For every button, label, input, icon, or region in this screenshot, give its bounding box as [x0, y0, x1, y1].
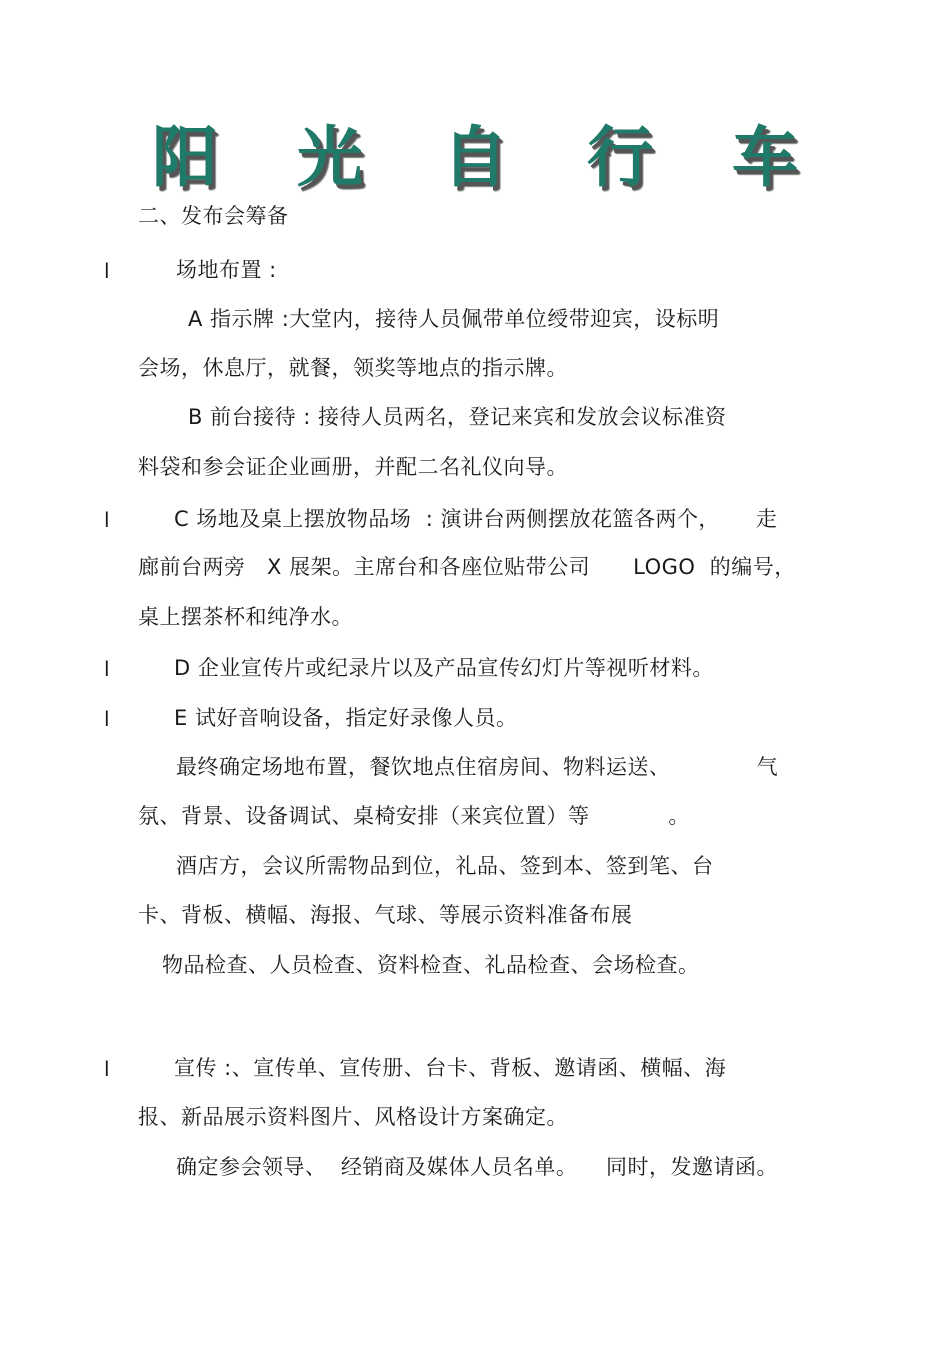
paragraph-line: 桌上摆茶杯和纯净水。 [138, 605, 353, 629]
bullet-marker: l [104, 657, 110, 681]
paragraph-line: 会场，休息厅，就餐，领奖等地点的指示牌。 [138, 356, 568, 380]
paragraph-line: 料袋和参会证企业画册，并配二名礼仪向导。 [138, 455, 568, 479]
paragraph-line: 酒店方，会议所需物品到位，礼品、签到本、签到笔、台 [176, 854, 714, 878]
paragraph-line: 报、新品展示资料图片、风格设计方案确定。 [138, 1105, 568, 1129]
paragraph-line: 廊前台两旁 X 展架。主席台和各座位贴带公司 LOGO 的编号， [138, 555, 796, 579]
venue-heading: 场地布置 : [176, 258, 277, 282]
paragraph-line: 宣传 :、宣传单、宣传册、台卡、背板、邀请函、横幅、海 [174, 1056, 727, 1080]
paragraph-line: 氛、背景、设备调试、桌椅安排（来宾位置）等 。 [138, 804, 690, 828]
paragraph-line: B 前台接待 : 接待人员两名，登记来宾和发放会议标准资 [188, 405, 727, 429]
document-title: 阳 光 自 行 车 [152, 119, 826, 196]
paragraph-line: 最终确定场地布置，餐饮地点住宿房间、物料运送、 气 [176, 755, 779, 779]
section-heading: 二、发布会筹备 [138, 204, 289, 228]
paragraph-line: 物品检查、人员检查、资料检查、礼品检查、会场检查。 [162, 953, 700, 977]
bullet-marker: l [104, 259, 110, 283]
bullet-marker: l [104, 1057, 110, 1081]
paragraph-line: A 指示牌 :大堂内，接待人员佩带单位绶带迎宾，设标明 [188, 307, 720, 331]
bullet-marker: l [104, 508, 110, 532]
paragraph-line: C 场地及桌上摆放物品场 : 演讲台两侧摆放花篮各两个， 走 [174, 507, 778, 531]
paragraph-line: 确定参会领导、 经销商及媒体人员名单。 同时，发邀请函。 [176, 1155, 779, 1179]
paragraph-line: 卡、背板、横幅、海报、气球、等展示资料准备布展 [138, 903, 633, 927]
bullet-marker: l [104, 707, 110, 731]
paragraph-line: D 企业宣传片或纪录片以及产品宣传幻灯片等视听材料。 [174, 656, 714, 680]
paragraph-line: E 试好音响设备，指定好录像人员。 [174, 706, 518, 730]
